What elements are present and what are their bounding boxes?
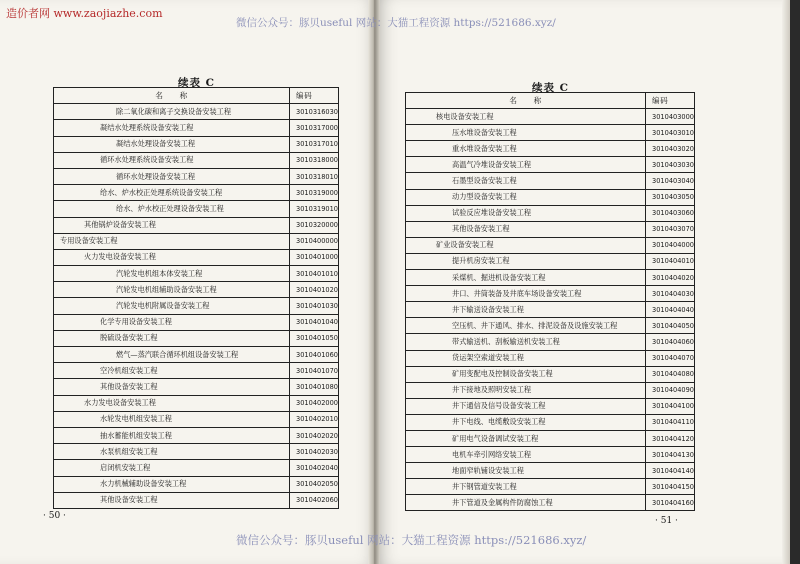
item-code: 3010401080 (290, 379, 339, 395)
item-code: 3010404080 (646, 366, 695, 382)
item-code: 3010404050 (646, 318, 695, 334)
item-name: 凝结水处理设备安装工程 (54, 136, 290, 152)
item-name: 凝结水处理系统设备安装工程 (54, 120, 290, 136)
watermark-top-center: 微信公众号：豚贝useful 网站：大猫工程资源 https://521686.xyz/ (236, 17, 556, 29)
table-row (54, 136, 339, 152)
item-code: 3010316030 (290, 104, 339, 120)
item-name: 其他设备安装工程 (406, 221, 646, 237)
item-code: 3010404140 (646, 463, 695, 479)
item-code: 3010403030 (646, 157, 695, 173)
table-row (54, 347, 339, 363)
item-name: 抽水蓄能机组安装工程 (54, 427, 290, 443)
table-row (54, 120, 339, 136)
table-row (406, 270, 695, 286)
left-page-number: · 50 · (43, 511, 66, 521)
item-name: 其他锅炉设备安装工程 (54, 217, 290, 233)
table-header-row (54, 88, 339, 104)
item-code: 3010403060 (646, 205, 695, 221)
table-row (406, 382, 695, 398)
table-row (406, 414, 695, 430)
item-code: 3010404070 (646, 350, 695, 366)
item-code: 3010317010 (290, 136, 339, 152)
table-row (406, 302, 695, 318)
item-name: 电机车牵引网络安装工程 (406, 447, 646, 463)
item-name: 汽轮发电机组本体安装工程 (54, 266, 290, 282)
table-row (406, 398, 695, 414)
item-code: 3010401020 (290, 282, 339, 298)
table-row (54, 363, 339, 379)
item-code: 3010402030 (290, 444, 339, 460)
item-name: 矿用变配电及控制设备安装工程 (406, 366, 646, 382)
item-name: 石墨型设备安装工程 (406, 173, 646, 189)
item-name: 燃气—蒸汽联合循环机组设备安装工程 (54, 347, 290, 363)
table-row (406, 125, 695, 141)
item-code: 3010404160 (646, 495, 695, 511)
code-column-header: 编码 (646, 93, 695, 109)
item-name: 水泵机组安装工程 (54, 444, 290, 460)
table-row (406, 189, 695, 205)
table-header-row (406, 93, 695, 109)
item-name: 井下接地及照明安装工程 (406, 382, 646, 398)
table-row (54, 282, 339, 298)
table-row (54, 427, 339, 443)
item-name: 货运架空索道安装工程 (406, 350, 646, 366)
item-name: 汽轮发电机组辅助设备安装工程 (54, 282, 290, 298)
item-code: 3010402040 (290, 460, 339, 476)
item-name: 矿用电气设备调试安装工程 (406, 430, 646, 446)
table-row (54, 233, 339, 249)
item-code: 3010403070 (646, 221, 695, 237)
table-row (54, 152, 339, 168)
table-row (406, 286, 695, 302)
item-code: 3010404150 (646, 479, 695, 495)
table-row (54, 217, 339, 233)
item-code: 3010402060 (290, 492, 339, 508)
item-name: 地面窄轨铺设安装工程 (406, 463, 646, 479)
item-code: 3010319010 (290, 201, 339, 217)
table-row (406, 463, 695, 479)
item-code: 3010319000 (290, 185, 339, 201)
item-name: 水力机械辅助设备安装工程 (54, 476, 290, 492)
table-row (406, 205, 695, 221)
table-row (54, 460, 339, 476)
table-row (406, 109, 695, 125)
item-name: 启闭机安装工程 (54, 460, 290, 476)
table-row (54, 444, 339, 460)
item-code: 3010403040 (646, 173, 695, 189)
table-row (54, 201, 339, 217)
item-name: 火力发电设备安装工程 (54, 249, 290, 265)
item-code: 3010402010 (290, 411, 339, 427)
item-code: 3010404060 (646, 334, 695, 350)
item-name: 水力发电设备安装工程 (54, 395, 290, 411)
table-row (54, 411, 339, 427)
item-code: 3010401010 (290, 266, 339, 282)
table-row (406, 318, 695, 334)
table-row (406, 157, 695, 173)
item-name: 空压机、井下通风、排水、排泥设备及设施安装工程 (406, 318, 646, 334)
item-name: 带式输送机、刮板输送机安装工程 (406, 334, 646, 350)
left-table-body (54, 104, 339, 509)
item-code: 3010404090 (646, 382, 695, 398)
table-row (54, 168, 339, 184)
item-name: 高温气冷堆设备安装工程 (406, 157, 646, 173)
table-row (406, 479, 695, 495)
item-code: 3010404110 (646, 414, 695, 430)
item-code: 3010402000 (290, 395, 339, 411)
table-row (406, 221, 695, 237)
item-code: 3010318000 (290, 152, 339, 168)
item-code: 3010404120 (646, 430, 695, 446)
item-name: 除二氧化碳和离子交换设备安装工程 (54, 104, 290, 120)
left-table-caption: 续表 C (178, 77, 216, 89)
table-row (54, 395, 339, 411)
table-row (406, 350, 695, 366)
table-row (406, 366, 695, 382)
item-code: 3010404040 (646, 302, 695, 318)
item-code: 3010403010 (646, 125, 695, 141)
table-row (54, 492, 339, 508)
item-name: 空冷机组安装工程 (54, 363, 290, 379)
right-page-number: · 51 · (655, 516, 678, 526)
item-name: 矿业设备安装工程 (406, 237, 646, 253)
item-code: 3010400000 (290, 233, 339, 249)
item-code: 3010318010 (290, 168, 339, 184)
table-row (54, 379, 339, 395)
item-name: 井下管道及金属构件防腐蚀工程 (406, 495, 646, 511)
table-row (406, 430, 695, 446)
item-name: 专用设备安装工程 (54, 233, 290, 249)
item-code: 3010404100 (646, 398, 695, 414)
left-code-table (53, 87, 339, 509)
item-name: 化学专用设备安装工程 (54, 314, 290, 330)
item-name: 井口、井筒装备及井底车场设备安装工程 (406, 286, 646, 302)
item-code: 3010401070 (290, 363, 339, 379)
table-row (54, 476, 339, 492)
item-name: 核电设备安装工程 (406, 109, 646, 125)
table-row (54, 185, 339, 201)
item-code: 3010401040 (290, 314, 339, 330)
item-code: 3010317000 (290, 120, 339, 136)
table-row (54, 298, 339, 314)
item-code: 3010404030 (646, 286, 695, 302)
table-row (54, 266, 339, 282)
table-row (406, 173, 695, 189)
item-code: 3010401000 (290, 249, 339, 265)
table-row (406, 237, 695, 253)
item-code: 3010404010 (646, 253, 695, 269)
item-name: 井下电线、电缆敷设安装工程 (406, 414, 646, 430)
page-edge (782, 0, 790, 564)
item-name: 循环水处理系统设备安装工程 (54, 152, 290, 168)
item-code: 3010401030 (290, 298, 339, 314)
item-code: 3010402020 (290, 427, 339, 443)
item-name: 重水堆设备安装工程 (406, 141, 646, 157)
item-name: 井下输送设备安装工程 (406, 302, 646, 318)
table-row (54, 104, 339, 120)
table-row (54, 249, 339, 265)
item-name: 动力型设备安装工程 (406, 189, 646, 205)
item-code: 3010403000 (646, 109, 695, 125)
item-name: 水轮发电机组安装工程 (54, 411, 290, 427)
item-name: 脱硫设备安装工程 (54, 330, 290, 346)
item-name: 试验反应堆设备安装工程 (406, 205, 646, 221)
item-name: 井下钢管道安装工程 (406, 479, 646, 495)
item-code: 3010404020 (646, 270, 695, 286)
watermark-top-left: 造价者网 www.zaojiazhe.com (6, 7, 163, 20)
item-code: 3010401060 (290, 347, 339, 363)
item-code: 3010401050 (290, 330, 339, 346)
table-row (406, 447, 695, 463)
item-code: 3010403050 (646, 189, 695, 205)
table-row (406, 141, 695, 157)
table-row (406, 334, 695, 350)
item-name: 循环水处理设备安装工程 (54, 168, 290, 184)
table-row (406, 495, 695, 511)
name-column-header: 名 称 (406, 93, 646, 109)
right-code-table (405, 92, 695, 511)
right-table-body (406, 109, 695, 511)
item-name: 给水、炉水校正处理系统设备安装工程 (54, 185, 290, 201)
item-code: 3010403020 (646, 141, 695, 157)
table-row (54, 314, 339, 330)
item-code: 3010320000 (290, 217, 339, 233)
item-name: 井下通信及信号设备安装工程 (406, 398, 646, 414)
item-code: 3010404000 (646, 237, 695, 253)
item-name: 提升机房安装工程 (406, 253, 646, 269)
item-name: 采煤机、掘进机设备安装工程 (406, 270, 646, 286)
item-code: 3010404130 (646, 447, 695, 463)
item-name: 其他设备安装工程 (54, 379, 290, 395)
book-gutter (368, 0, 380, 564)
item-name: 其他设备安装工程 (54, 492, 290, 508)
table-row (54, 330, 339, 346)
code-column-header: 编码 (290, 88, 339, 104)
item-code: 3010402050 (290, 476, 339, 492)
right-table-caption: 续表 C (532, 82, 570, 94)
item-name: 压水堆设备安装工程 (406, 125, 646, 141)
name-column-header: 名 称 (54, 88, 290, 104)
scan-border (790, 0, 800, 564)
watermark-bottom-center: 微信公众号：豚贝useful 网站：大猫工程资源 https://521686.xyz/ (236, 533, 587, 547)
table-row (406, 253, 695, 269)
item-name: 汽轮发电机附属设备安装工程 (54, 298, 290, 314)
item-name: 给水、炉水校正处理设备安装工程 (54, 201, 290, 217)
